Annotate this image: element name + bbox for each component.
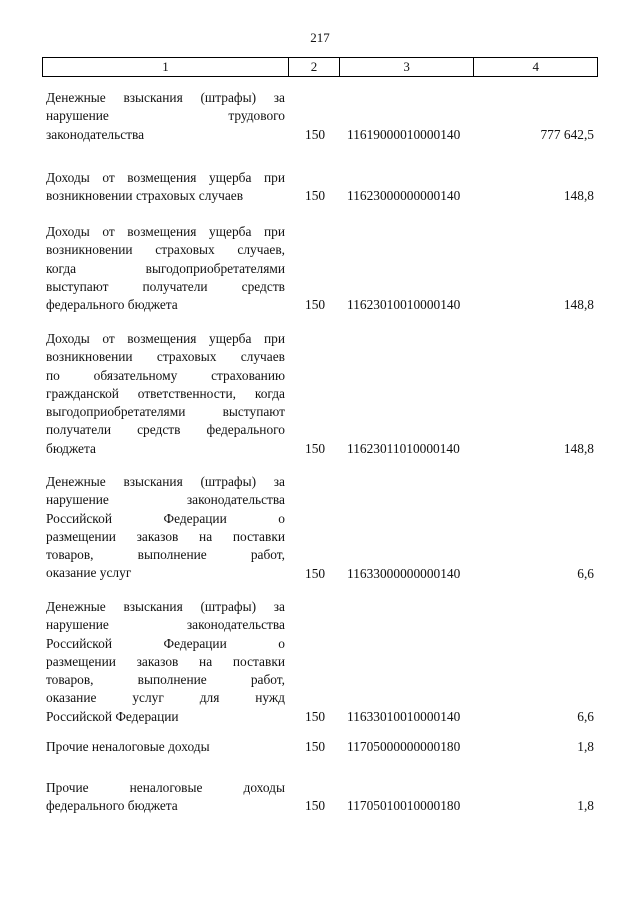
row-code: 150 [305,188,326,204]
row-code: 150 [305,798,326,814]
row-kbk: 11633000000000140 [347,565,461,581]
description-line: возникновении страховых случаев [46,188,244,204]
description-line: по обязательному страхованию [46,367,285,383]
description-line: бюджета [46,440,96,456]
description-line: гражданской ответственности, когда [46,385,285,401]
row-description [46,738,285,756]
row-kbk: 11633010010000140 [347,708,461,724]
row-amount: 148,8 [563,440,594,456]
description-line: федерального бюджета [46,297,178,313]
row-description [46,223,285,314]
description-line: федерального бюджета [46,798,178,814]
row-amount: 6,6 [577,708,594,724]
row-kbk: 11705010010000180 [347,798,461,814]
column-header-3: 3 [340,58,475,76]
column-header-4: 4 [532,59,539,74]
row-amount: 777 642,5 [540,126,594,142]
description-line: размещении заказов на поставки [46,528,285,544]
row-description [46,779,285,816]
description-line: Российской Федерации о [46,510,285,526]
row-code: 150 [305,126,326,142]
row-amount: 1,8 [577,798,594,814]
description-line: оказание услуг для нужд [46,690,285,706]
description-line: получатели средств федерального [46,422,285,438]
table-header [42,57,598,77]
description-line: нарушение законодательства [46,492,285,508]
description-line: Доходы от возмещения ущерба при [46,224,285,239]
row-code: 150 [305,708,326,724]
description-line: Российской Федерации [46,708,179,724]
row-kbk: 11623011010000140 [347,440,460,456]
description-line: выгодоприобретателями выступают [46,404,285,420]
description-line: оказание услуг [46,565,132,581]
row-code: 150 [305,297,326,313]
description-line: нарушение законодательства [46,617,285,633]
row-kbk: 11623000000000140 [347,188,461,204]
description-line: возникновении страховых случаев, [46,242,285,258]
column-header-2: 2 [289,58,340,76]
description-line: возникновении страховых случаев [46,349,285,365]
column-header-1: 1 [43,58,289,76]
row-amount: 6,6 [577,565,594,581]
row-kbk: 11623010010000140 [347,297,461,313]
row-description [46,473,285,583]
description-line: выступают получатели средств [46,278,285,294]
page-number: 217 [310,30,330,45]
description-line: товаров, выполнение работ, [46,672,285,688]
row-description [46,330,285,458]
row-description [46,598,285,726]
row-description [46,89,285,144]
row-code: 150 [305,440,326,456]
description-line: Прочие неналоговые доходы [46,780,285,795]
description-line: Денежные взыскания (штрафы) за [46,599,285,614]
description-line: товаров, выполнение работ, [46,547,285,563]
row-amount: 148,8 [563,188,594,204]
row-code: 150 [305,739,326,754]
description-line: размещении заказов на поставки [46,653,285,669]
description-line: Прочие неналоговые доходы [46,739,210,754]
description-line: нарушение трудового [46,108,285,124]
row-description [46,169,285,206]
description-line: когда выгодоприобретателями [46,260,285,276]
row-amount: 1,8 [577,739,594,754]
row-code: 150 [305,565,326,581]
description-line: Доходы от возмещения ущерба при [46,331,285,346]
description-line: Доходы от возмещения ущерба при [46,170,285,185]
description-line: Денежные взыскания (штрафы) за [46,90,285,105]
description-line: Российской Федерации о [46,635,285,651]
row-kbk: 11705000000000180 [347,739,461,754]
row-kbk: 11619000010000140 [347,126,461,142]
description-line: законодательства [46,126,145,142]
description-line: Денежные взыскания (штрафы) за [46,474,285,489]
row-amount: 148,8 [563,297,594,313]
